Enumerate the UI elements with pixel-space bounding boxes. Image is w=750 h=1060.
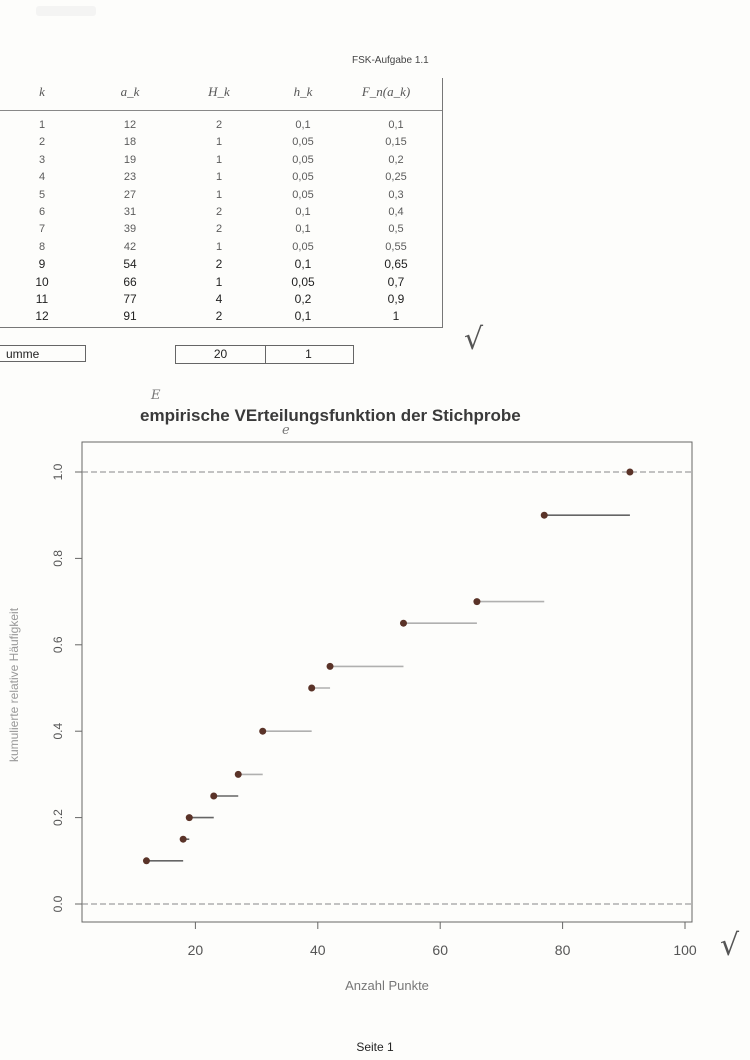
table-cell: 0,1	[294, 309, 312, 324]
table-cell: 4	[215, 291, 223, 306]
table-cell: 2	[215, 119, 223, 131]
table-cell: 1	[215, 274, 223, 289]
table-cell: 0,2	[388, 153, 404, 166]
header-h-abs: H_k	[208, 84, 230, 99]
table-cell: 66	[123, 274, 137, 289]
table-cell: 12	[35, 309, 49, 324]
data-point	[473, 598, 480, 605]
table-cell: 2	[215, 205, 223, 218]
table-cell: 0,05	[292, 171, 314, 184]
header-rule	[0, 110, 442, 111]
table-cell: 2	[215, 223, 223, 236]
table-cell: 5	[38, 188, 46, 201]
table-cell: 2	[38, 136, 46, 149]
table-cell: 0,1	[295, 205, 311, 218]
table-cell: 0,05	[291, 274, 315, 289]
table-cell: 0,4	[388, 205, 404, 218]
hand-correction-e: e	[282, 423, 290, 438]
summe-h-abs: 20	[175, 345, 266, 364]
table-cell: 0,9	[387, 291, 405, 306]
y-axis-label: kumulierte relative Häufigkeit	[7, 607, 21, 763]
hand-correction-E: E	[151, 388, 161, 403]
col-h-rel	[273, 117, 333, 326]
table-cell: 0,1	[388, 119, 404, 131]
y-tick-label: 0.2	[51, 809, 65, 826]
table-cell: 91	[123, 309, 137, 324]
page-number: Seite 1	[356, 1040, 394, 1054]
table-cell: 1	[392, 309, 400, 324]
col-k	[12, 117, 72, 326]
data-point	[541, 512, 548, 519]
table-cell: 0,25	[385, 171, 407, 184]
table-cell: 77	[123, 291, 137, 306]
table-cell: 0,2	[294, 291, 312, 306]
table-cell: 0,7	[387, 274, 405, 289]
data-point	[327, 663, 334, 670]
summe-h-rel: 1	[264, 345, 354, 364]
data-point	[259, 728, 266, 735]
table-cell: 0,05	[292, 188, 314, 201]
x-tick-label: 20	[187, 942, 204, 958]
table-cell: 19	[123, 153, 137, 166]
table-cell: 6	[38, 205, 46, 218]
table-cell: 39	[123, 223, 137, 236]
y-tick-label: 0.6	[51, 636, 65, 654]
table-cell: 4	[38, 171, 46, 184]
table-cell: 0,1	[295, 119, 311, 131]
data-point	[308, 685, 315, 692]
table-cell: 0,15	[385, 136, 407, 149]
table-cell: 0,55	[385, 240, 407, 253]
col-a-k	[100, 117, 160, 326]
data-point	[180, 836, 187, 843]
col-fn	[356, 117, 436, 326]
header-fn: F_n(a_k)	[361, 84, 411, 99]
x-tick-label: 100	[673, 942, 697, 958]
x-axis	[188, 922, 697, 958]
data-point	[626, 469, 633, 476]
chart-title: empirische VErteilungsfunktion der Stichprobe	[140, 406, 521, 425]
table-cell: 2	[215, 309, 223, 324]
header-a-k: a_k	[120, 84, 140, 99]
y-tick-label: 0.0	[51, 895, 65, 913]
table-cell: 7	[38, 223, 46, 236]
table-cell: 1	[215, 240, 223, 253]
y-axis	[51, 463, 82, 912]
document-heading: FSK-Aufgabe 1.1	[352, 55, 429, 66]
table-cell: 1	[215, 188, 223, 201]
table-cell: 3	[38, 153, 46, 166]
table-cell: 0,05	[292, 240, 314, 253]
table-cell: 23	[123, 171, 137, 184]
checkmark-icon: √	[464, 322, 484, 357]
y-tick-label: 0.4	[51, 722, 65, 740]
summe-label: umme	[0, 345, 86, 362]
data-point	[400, 620, 407, 627]
table-cell: 0,05	[292, 136, 314, 149]
table-cell: 1	[215, 171, 223, 184]
table-cell: 0,5	[388, 223, 404, 236]
table-cell: 27	[123, 188, 137, 201]
table-cell: 42	[123, 240, 137, 253]
step-segments	[146, 515, 629, 861]
table-cell: 18	[123, 136, 137, 149]
x-axis-label: Anzahl Punkte	[345, 978, 429, 993]
ecdf-chart	[0, 430, 750, 1000]
table-cell: 0,05	[292, 153, 314, 166]
table-cell: 1	[215, 136, 223, 149]
x-tick-label: 80	[554, 942, 571, 958]
table-cell: 31	[123, 205, 137, 218]
table-cell: 0,65	[384, 257, 408, 272]
table-cell: 10	[35, 274, 49, 289]
plot-frame	[82, 442, 692, 922]
y-tick-label: 0.8	[51, 550, 65, 567]
data-point	[210, 793, 217, 800]
table-cell: 0,3	[388, 188, 404, 201]
scan-smudge	[36, 6, 96, 16]
table-cell: 9	[38, 257, 46, 272]
y-tick-label: 1.0	[51, 463, 65, 481]
table-cell: 54	[123, 257, 137, 272]
table-cell: 0,1	[294, 257, 312, 272]
header-k: k	[39, 84, 45, 99]
reference-lines	[82, 472, 692, 904]
x-tick-label: 60	[432, 942, 448, 958]
data-point	[235, 771, 242, 778]
x-tick-label: 40	[310, 942, 326, 958]
checkmark-icon: √	[720, 928, 740, 963]
table-cell: 2	[215, 257, 223, 272]
table-cell: 1	[38, 119, 46, 131]
data-point	[186, 814, 193, 821]
table-cell: 8	[38, 240, 46, 253]
table-cell: 12	[123, 119, 137, 131]
table-cell: 1	[215, 153, 223, 166]
table-cell: 0,1	[295, 223, 311, 236]
header-h-rel: h_k	[293, 84, 313, 99]
data-point	[143, 857, 150, 864]
col-h-abs	[189, 117, 249, 326]
frequency-table	[0, 78, 443, 328]
table-cell: 11	[35, 291, 49, 306]
